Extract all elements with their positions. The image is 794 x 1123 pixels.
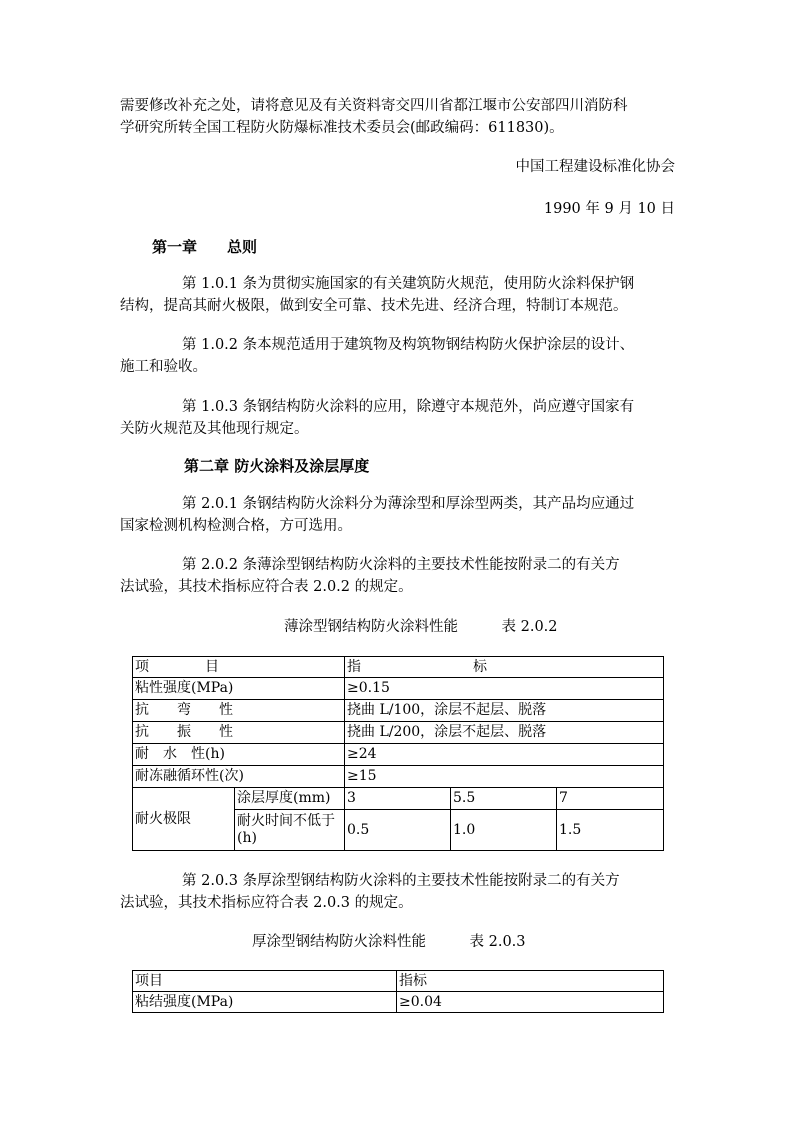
article-2-0-2 <box>120 554 675 598</box>
intro-line-2: 学研究所转全国工程防火防爆标准技术委员会(邮政编码：611830)。 <box>120 120 564 136</box>
table-cell: 5.5 <box>451 788 557 810</box>
article-2-0-3-line-2: 法试验，其技术指标应符合表 2.0.3 的规定。 <box>120 895 413 911</box>
table-cell: 7 <box>557 788 664 810</box>
table-row <box>133 971 664 992</box>
table-cell: 1.0 <box>451 810 557 851</box>
table-row <box>133 766 664 788</box>
table-row <box>133 722 664 744</box>
issuing-organization-text: 中国工程建设标准化协会 <box>515 159 675 175</box>
article-2-0-1-line-1: 第 2.0.1 条钢结构防火涂料分为薄涂型和厚涂型两类，其产品均应通过 <box>182 496 635 512</box>
chapter-2-heading: 第二章 防火涂料及涂层厚度 <box>184 457 370 475</box>
table-2-0-2-caption: 薄涂型钢结构防火涂料性能 表 2.0.2 <box>284 619 558 635</box>
article-1-0-1-line-2: 结构，提高其耐火极限，做到安全可靠、技术先进、经济合理，特制订本规范。 <box>120 298 628 314</box>
article-1-0-3 <box>120 396 675 440</box>
table-row <box>133 657 664 678</box>
table-header-cell: 项 目 <box>133 657 345 678</box>
intro-paragraph <box>120 95 675 139</box>
article-1-0-2-line-2: 施工和验收。 <box>120 359 207 375</box>
fire-resistance-label: 耐火极限 <box>133 788 235 851</box>
article-1-0-1 <box>120 273 675 317</box>
article-2-0-1-line-2: 国家检测机构检测合格，方可选用。 <box>120 518 352 534</box>
article-2-0-3 <box>120 870 675 914</box>
table-row <box>133 744 664 766</box>
table-2-0-3 <box>132 970 664 1013</box>
table-cell: 粘性强度(MPa) <box>133 678 345 700</box>
article-2-0-2-line-2: 法试验，其技术指标应符合表 2.0.2 的规定。 <box>120 579 413 595</box>
article-1-0-1-line-1: 第 1.0.1 条为贯彻实施国家的有关建筑防火规范，使用防火涂料保护钢 <box>182 276 635 292</box>
article-1-0-2-line-1: 第 1.0.2 条本规范适用于建筑物及构筑物钢结构防火保护涂层的设计、 <box>182 337 635 353</box>
chapter-1-heading: 第一章 总则 <box>152 238 258 256</box>
table-cell: 耐火时间不低于(h) <box>235 810 345 851</box>
table-cell: ≥0.04 <box>397 992 664 1013</box>
table-row <box>133 788 664 810</box>
table-cell: 挠曲 L/100，涂层不起层、脱落 <box>345 700 664 722</box>
table-cell: 耐冻融循环性(次) <box>133 766 345 788</box>
issue-date <box>120 198 675 220</box>
table-row <box>133 992 664 1013</box>
table-row <box>133 678 664 700</box>
table-row <box>133 700 664 722</box>
table-cell: 抗 振 性 <box>133 722 345 744</box>
issue-date-text: 1990 年 9 月 10 日 <box>543 201 675 217</box>
table-cell: 抗 弯 性 <box>133 700 345 722</box>
table-2-0-3-caption: 厚涂型钢结构防火涂料性能 表 2.0.3 <box>252 934 526 950</box>
table-header-cell: 指 标 <box>345 657 664 678</box>
article-1-0-3-line-1: 第 1.0.3 条钢结构防火涂料的应用，除遵守本规范外，尚应遵守国家有 <box>182 399 635 415</box>
table-cell: ≥24 <box>345 744 664 766</box>
table-header-cell: 指标 <box>397 971 664 992</box>
table-cell: 涂层厚度(mm) <box>235 788 345 810</box>
article-2-0-1 <box>120 493 675 537</box>
table-header-cell: 项目 <box>133 971 397 992</box>
article-1-0-2 <box>120 334 675 378</box>
table-cell: ≥0.15 <box>345 678 664 700</box>
table-cell: 0.5 <box>345 810 451 851</box>
table-cell: 挠曲 L/200，涂层不起层、脱落 <box>345 722 664 744</box>
article-2-0-2-line-1: 第 2.0.2 条薄涂型钢结构防火涂料的主要技术性能按附录二的有关方 <box>182 557 620 573</box>
table-2-0-2 <box>132 656 664 851</box>
article-2-0-3-line-1: 第 2.0.3 条厚涂型钢结构防火涂料的主要技术性能按附录二的有关方 <box>182 873 620 889</box>
table-cell: 1.5 <box>557 810 664 851</box>
table-cell: 3 <box>345 788 451 810</box>
article-1-0-3-line-2: 关防火规范及其他现行规定。 <box>120 421 309 437</box>
issuing-organization <box>120 156 675 178</box>
table-cell: 耐 水 性(h) <box>133 744 345 766</box>
intro-line-1: 需要修改补充之处，请将意见及有关资料寄交四川省都江堰市公安部四川消防科 <box>120 98 628 114</box>
table-cell: ≥15 <box>345 766 664 788</box>
table-cell: 粘结强度(MPa) <box>133 992 397 1013</box>
